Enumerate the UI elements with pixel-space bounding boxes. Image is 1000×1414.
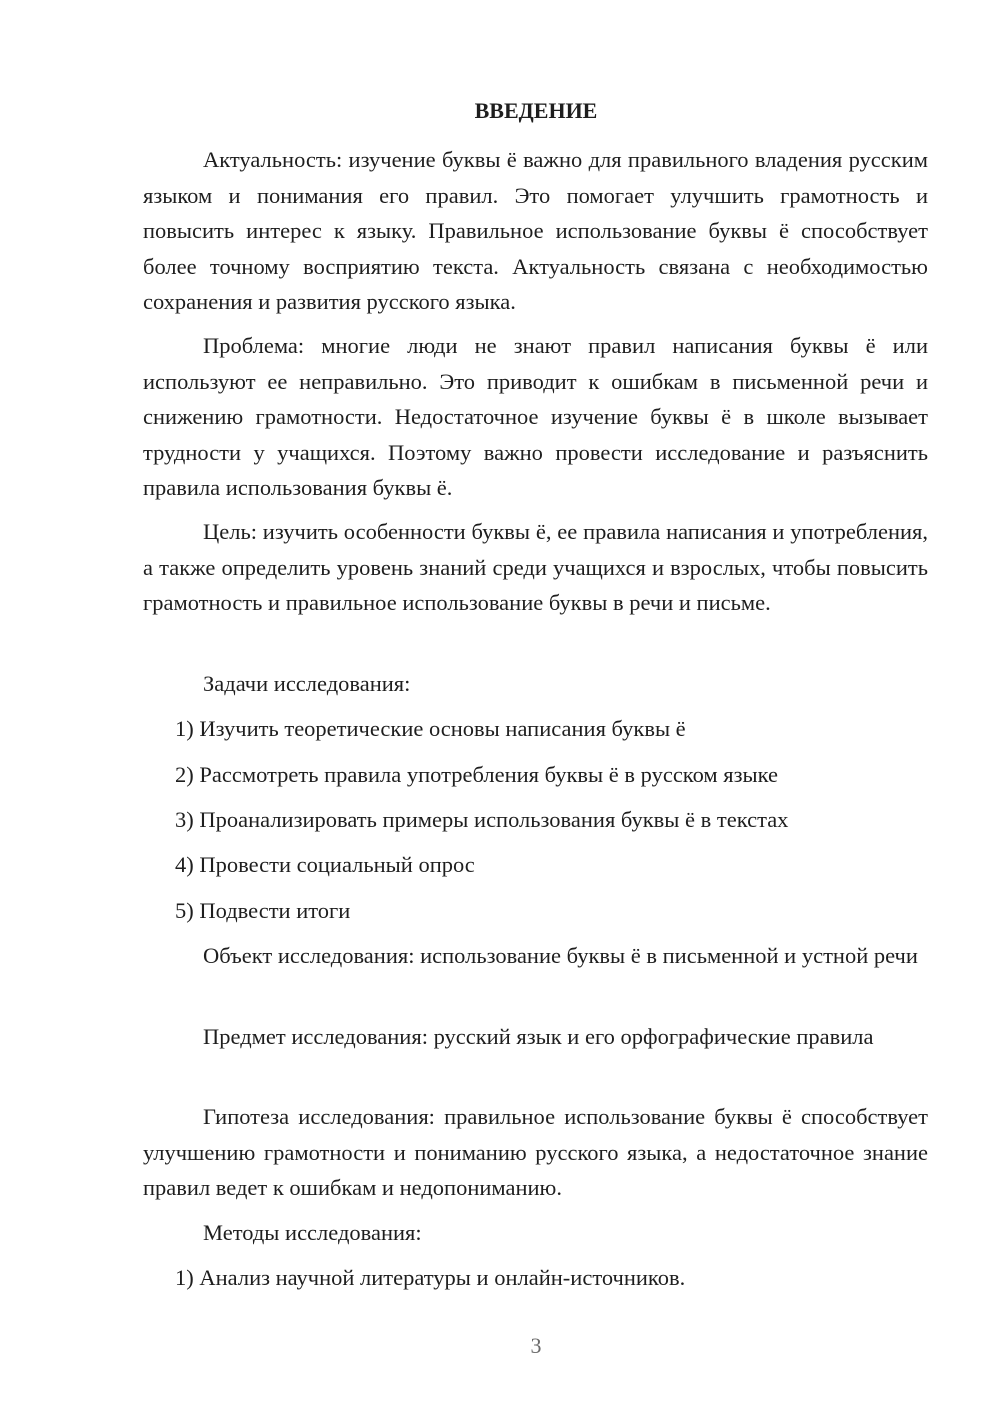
method-item-1: 1) Анализ научной литературы и онлайн-источников. [175, 1265, 686, 1290]
page-number: 3 [530, 1333, 542, 1358]
tasks-heading: Задачи исследования: [203, 671, 411, 696]
section-title: ВВЕДЕНИЕ [474, 98, 598, 123]
task-item-5: 5) Подвести итоги [175, 898, 351, 923]
task-item-3: 3) Проанализировать примеры использования буквы ё в текстах [175, 807, 789, 832]
task-item-1: 1) Изучить теоретические основы написания буквы ё [175, 716, 686, 741]
task-item-4: 4) Провести социальный опрос [175, 852, 475, 877]
object-paragraph: Объект исследования: использование буквы ё в письменной и устной речи [203, 943, 918, 968]
subject-paragraph: Предмет исследования: русский язык и его орфографические правила [203, 1024, 874, 1049]
relevance-paragraph: Актуальность: изучение буквы ё важно для правильного владения русским языком и понимания его правил. Это помогает улучшить грамотность и повысить интерес к языку. Правильное использование буквы ё способствует более точному восприятию текста. Актуальность связана с необходимостью сохранения и развития русского языка. [143, 147, 928, 315]
goal-paragraph: Цель: изучить особенности буквы ё, ее правила написания и употребления, а также определить уровень знаний среди учащихся и взрослых, чтобы повысить грамотность и правильное использование буквы в речи и письме. [143, 519, 928, 616]
methods-heading: Методы исследования: [203, 1220, 422, 1245]
problem-paragraph: Проблема: многие люди не знают правил написания буквы ё или используют ее неправильно. Это приводит к ошибкам в письменной речи и снижению грамотности. Недостаточное изучение буквы ё в школе вызывает трудности у учащихся. Поэтому важно провести исследование и разъяснить правила использования буквы ё. [143, 333, 928, 501]
task-item-2: 2) Рассмотреть правила употребления буквы ё в русском языке [175, 762, 778, 787]
hypothesis-paragraph: Гипотеза исследования: правильное использование буквы ё способствует улучшению грамотности и пониманию русского языка, а недостаточное знание правил ведет к ошибкам и недопониманию. [143, 1104, 928, 1201]
